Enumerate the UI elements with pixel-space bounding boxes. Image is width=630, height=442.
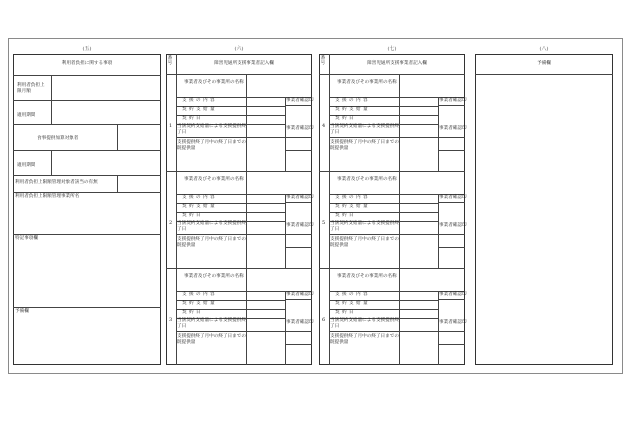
- rule-line: [438, 299, 465, 300]
- remaining-label-1: 当該契約支給量による支援提供終了日: [177, 124, 246, 135]
- final-label-5: 支援提供終了月中の終了日までの既提供量: [330, 237, 399, 248]
- rule-line: [285, 137, 286, 171]
- date-label-6: 契約日: [335, 310, 356, 315]
- rule-line: [438, 150, 465, 151]
- rule-line: [438, 331, 439, 365]
- content-label-5: 支援の内容: [335, 195, 370, 200]
- block-number-5: 5: [322, 220, 326, 226]
- rule-line: [329, 137, 465, 138]
- content-label-6: 支援の内容: [335, 292, 370, 297]
- block-number-3: 3: [169, 317, 173, 323]
- column-6-number: (六): [234, 46, 244, 52]
- content-label-2: 支援の内容: [182, 195, 217, 200]
- confirm-label-6-a: 事業者確認印: [439, 292, 467, 297]
- column-7-number-label: 番号: [320, 56, 326, 66]
- date-label-4: 契約日: [335, 116, 356, 121]
- period-1-label: 適用期間: [17, 113, 36, 118]
- rule-line: [438, 234, 439, 268]
- content-label-4: 支援の内容: [335, 98, 370, 103]
- rule-line: [329, 331, 465, 332]
- confirm-label-2-b: 事業者確認印: [286, 223, 314, 228]
- rule-line: [438, 105, 465, 106]
- amount-label-2: 契約支給量: [182, 204, 217, 209]
- column-8-title: 予備欄: [537, 61, 551, 66]
- block-number-1: 1: [169, 123, 173, 129]
- column-5-number: (五): [82, 46, 92, 52]
- rule-line: [246, 74, 247, 97]
- rule-line: [176, 234, 312, 235]
- block-number-6: 6: [322, 317, 326, 323]
- confirm-label-3-a: 事業者確認印: [286, 292, 314, 297]
- column-6-title: 障害児通所支援事業者記入欄: [214, 61, 274, 66]
- rule-line: [246, 291, 247, 365]
- block-separator: [319, 268, 465, 269]
- date-label-5: 契約日: [335, 213, 356, 218]
- column-7-title: 障害児通所支援事業者記入欄: [367, 61, 427, 66]
- rule-line: [285, 202, 312, 203]
- content-label-3: 支援の内容: [182, 292, 217, 297]
- rule-line: [285, 234, 286, 268]
- rule-line: [176, 331, 312, 332]
- confirm-label-2-a: 事業者確認印: [286, 195, 314, 200]
- amount-label-4: 契約支給量: [335, 107, 370, 112]
- block-number-2: 2: [169, 220, 173, 226]
- rule-line: [246, 268, 247, 291]
- final-label-1: 支援提供終了月中の終了日までの既提供量: [177, 140, 246, 151]
- confirm-label-4-b: 事業者確認印: [439, 126, 467, 131]
- remaining-label-6: 当該契約支給量による支援提供終了日: [330, 318, 399, 329]
- remaining-label-2: 当該契約支給量による支援提供終了日: [177, 221, 246, 232]
- confirm-label-5-a: 事業者確認印: [439, 195, 467, 200]
- rule-line: [399, 97, 400, 171]
- date-label-2: 契約日: [182, 213, 203, 218]
- remaining-label-4: 当該契約支給量による支援提供終了日: [330, 124, 399, 135]
- content-label-1: 支援の内容: [182, 98, 217, 103]
- final-label-4: 支援提供終了月中の終了日までの既提供量: [330, 140, 399, 151]
- rule-line: [438, 202, 465, 203]
- amount-label-1: 契約支給量: [182, 107, 217, 112]
- rule-line: [438, 344, 465, 345]
- rule-line: [246, 194, 247, 268]
- manager-label: 利用者負担上限額管理事業所名: [15, 194, 80, 199]
- upper-limit-label: 利用者負担上限月額: [17, 83, 45, 94]
- confirm-label-4-a: 事業者確認印: [439, 98, 467, 103]
- certificate-sheet: [8, 38, 623, 374]
- block-separator: [166, 171, 312, 172]
- rule-line: [399, 171, 400, 194]
- column-6-number-label: 番号: [167, 56, 173, 66]
- provider-name-label-6: 事業者及びその事業所の名称: [337, 274, 397, 279]
- rule-line: [285, 344, 312, 345]
- provider-name-label-2: 事業者及びその事業所の名称: [184, 177, 244, 182]
- confirm-label-6-b: 事業者確認印: [439, 320, 467, 325]
- rule-line: [246, 97, 247, 171]
- final-label-3: 支援提供終了月中の終了日までの既提供量: [177, 334, 246, 345]
- confirm-label-3-b: 事業者確認印: [286, 320, 314, 325]
- rule-line: [399, 194, 400, 268]
- block-separator: [166, 268, 312, 269]
- final-label-6: 支援提供終了月中の終了日までの既提供量: [330, 334, 399, 345]
- special-notes-label: 特記事項欄: [15, 236, 38, 241]
- amount-label-6: 契約支給量: [335, 301, 370, 306]
- column-8-number: (八): [539, 46, 549, 52]
- rule-line: [285, 247, 312, 248]
- column-7-number: (七): [387, 46, 397, 52]
- provider-name-label-5: 事業者及びその事業所の名称: [337, 177, 397, 182]
- final-label-2: 支援提供終了月中の終了日までの既提供量: [177, 237, 246, 248]
- remaining-label-3: 当該契約支給量による支援提供終了日: [177, 318, 246, 329]
- rule-line: [399, 291, 400, 365]
- period-2-label: 適用期間: [17, 163, 36, 168]
- date-label-3: 契約日: [182, 310, 203, 315]
- confirm-label-1-b: 事業者確認印: [286, 126, 314, 131]
- rule-line: [399, 268, 400, 291]
- reserve-label-5: 予備欄: [15, 309, 29, 314]
- meal-label: 食事提供加算対象者: [37, 136, 79, 141]
- facility-label: 利用者負担上限額管理対象者該当の有無: [15, 180, 98, 185]
- rule-line: [285, 150, 312, 151]
- rule-line: [399, 74, 400, 97]
- amount-label-3: 契約支給量: [182, 301, 217, 306]
- rule-line: [329, 234, 465, 235]
- confirm-label-1-a: 事業者確認印: [286, 98, 314, 103]
- rule-line: [285, 331, 286, 365]
- confirm-label-5-b: 事業者確認印: [439, 223, 467, 228]
- block-separator: [319, 171, 465, 172]
- block-number-4: 4: [322, 123, 326, 129]
- provider-name-label-3: 事業者及びその事業所の名称: [184, 274, 244, 279]
- column-5-title: 利用者負担に関する事項: [61, 61, 113, 66]
- provider-name-label-4: 事業者及びその事業所の名称: [337, 80, 397, 85]
- rule-line: [246, 171, 247, 194]
- rule-line: [285, 299, 312, 300]
- date-label-1: 契約日: [182, 116, 203, 121]
- column-8-panel: [475, 54, 613, 365]
- remaining-label-5: 当該契約支給量による支援提供終了日: [330, 221, 399, 232]
- rule-line: [438, 247, 465, 248]
- rule-line: [176, 137, 312, 138]
- rule-line: [285, 105, 312, 106]
- provider-name-label-1: 事業者及びその事業所の名称: [184, 80, 244, 85]
- rule-line: [438, 137, 439, 171]
- amount-label-5: 契約支給量: [335, 204, 370, 209]
